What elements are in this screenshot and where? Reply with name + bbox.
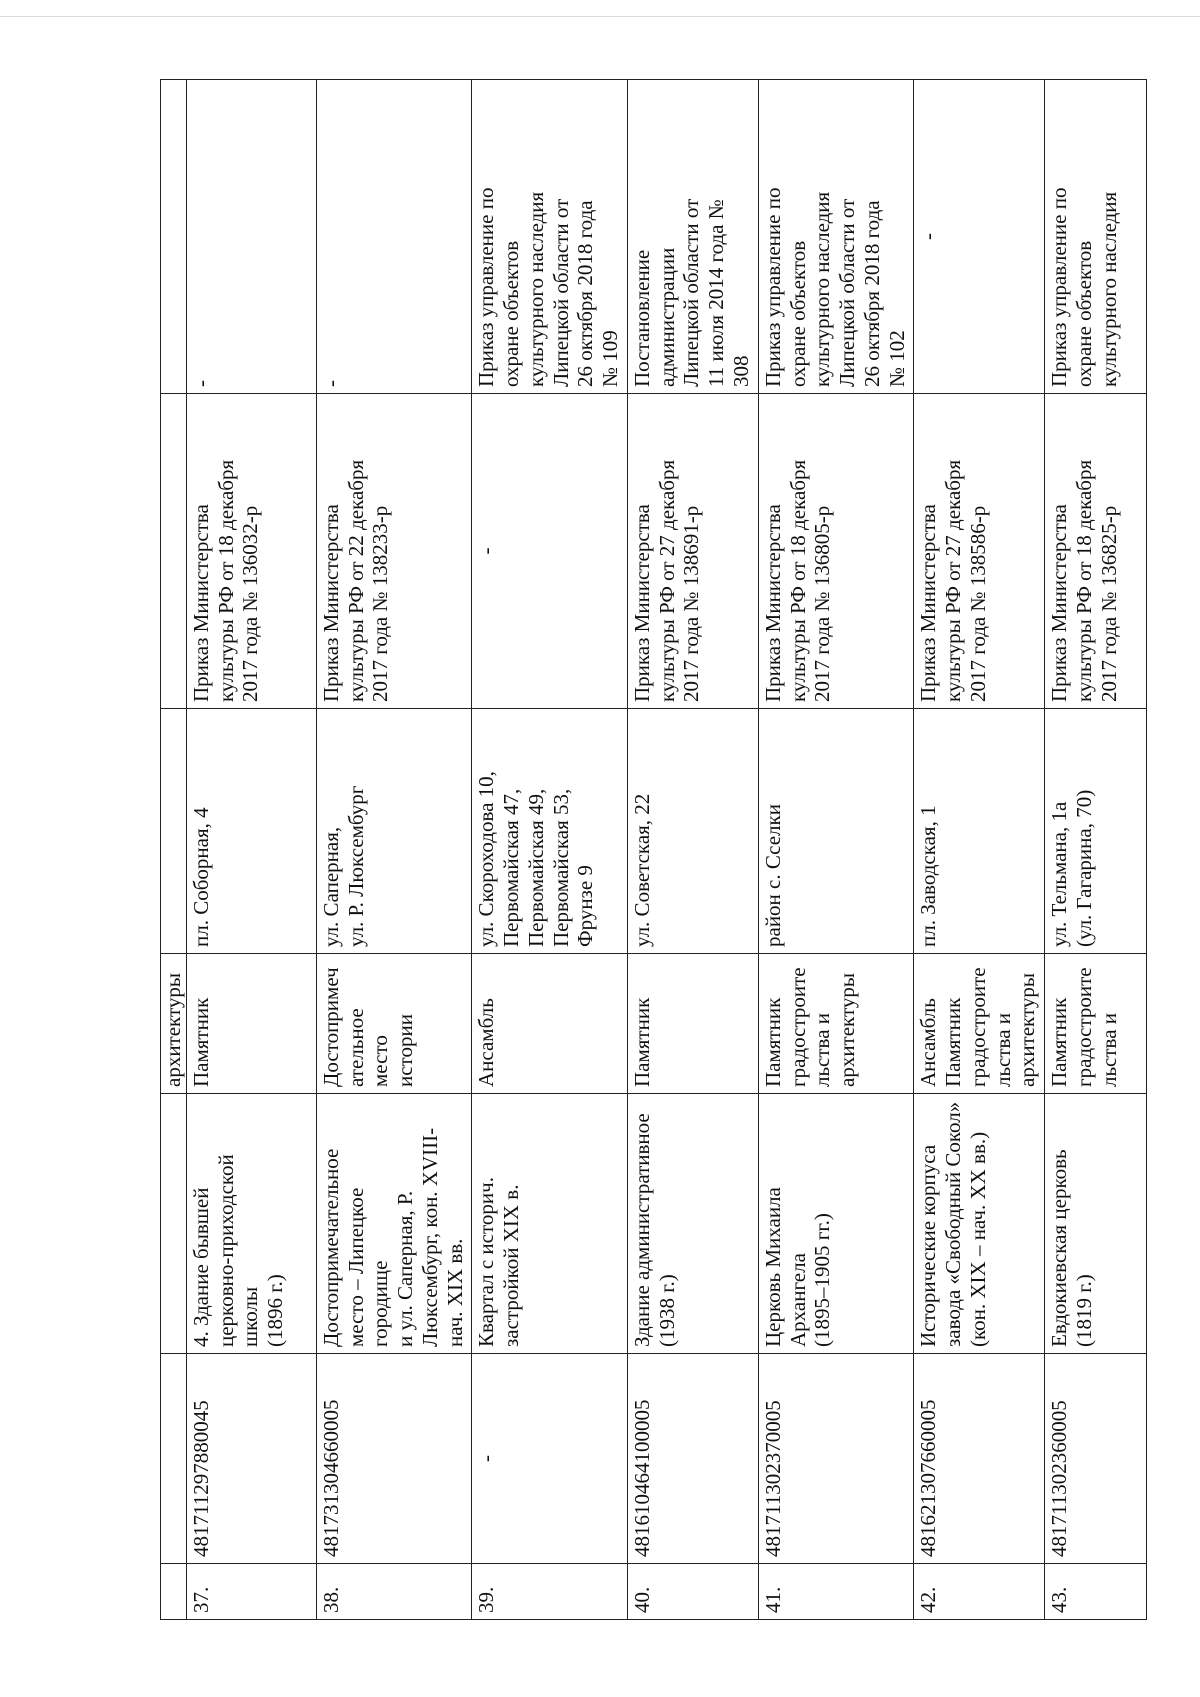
cell-object-name: 4. Здание бывшей церковно-приходской школы (1896 г.) [186, 1094, 316, 1354]
table-row [627, 80, 758, 1620]
cell-reg-number: 481621307660005 [914, 1354, 1045, 1564]
cell-type-continuation: архитектуры [161, 954, 187, 1094]
cell-reg-number: 481711302370005 [758, 1354, 914, 1564]
cell-federal-document: - [472, 394, 628, 709]
cell-object-name: Достопримечательное место – Липецкое городище и ул. Саперная, Р. Люксембург, кон. XVIII- нач. XIX вв. [316, 1094, 472, 1354]
cell-empty [161, 709, 187, 954]
cell-reg-number: 481731304660005 [316, 1354, 472, 1564]
continuation-row [161, 80, 187, 1620]
cell-federal-document: Приказ Министерства культуры РФ от 18 декабря 2017 года № 136825-р [1045, 394, 1147, 709]
cell-number: 38. [316, 1564, 472, 1620]
cell-object-type: Памятник градостроите льства и архитектуры [758, 954, 914, 1094]
cell-address: ул. Скороходова 10, Первомайская 47, Первомайская 49, Первомайская 53, Фрунзе 9 [472, 709, 628, 954]
cell-empty [161, 1354, 187, 1564]
cell-federal-document: Приказ Министерства культуры РФ от 22 декабря 2017 года № 138233-р [316, 394, 472, 709]
cell-federal-document: Приказ Министерства культуры РФ от 18 декабря 2017 года № 136805-р [758, 394, 914, 709]
table-row [316, 80, 472, 1620]
cell-number: 41. [758, 1564, 914, 1620]
cell-address: пл. Заводская, 1 [914, 709, 1045, 954]
table-row [1045, 80, 1147, 1620]
cell-federal-document: Приказ Министерства культуры РФ от 27 декабря 2017 года № 138586-р [914, 394, 1045, 709]
table-row [472, 80, 628, 1620]
cell-address: ул. Саперная, ул. Р. Люксембург [316, 709, 472, 954]
cell-object-name: Здание административное (1938 г.) [627, 1094, 758, 1354]
cell-empty [161, 1564, 187, 1620]
cell-empty [161, 394, 187, 709]
cell-regional-document: Приказ управление по охране объектов культурного наследия Липецкой области от 26 октября 2018 года № 109 [472, 80, 628, 394]
cell-object-type: Памятник градостроите льства и [1045, 954, 1147, 1094]
cell-object-type: Ансамбль Памятник градостроите льства и архитектуры [914, 954, 1045, 1094]
cell-object-type: Ансамбль [472, 954, 628, 1094]
cell-reg-number: 481711302360005 [1045, 1354, 1147, 1564]
cell-regional-document: Приказ управление по охране объектов культурного наследия Липецкой области от 26 октября 2018 года № 102 [758, 80, 914, 394]
table-row [186, 80, 316, 1620]
cell-address: ул. Тельмана, 1а (ул. Гагарина, 70) [1045, 709, 1147, 954]
cell-object-name: Евдокиевская церковь (1819 г.) [1045, 1094, 1147, 1354]
scan-edge-line [0, 16, 1200, 17]
cell-number: 43. [1045, 1564, 1147, 1620]
cell-object-type: Достопримеч ательное место истории [316, 954, 472, 1094]
cell-object-type: Памятник [627, 954, 758, 1094]
cell-empty [161, 80, 187, 394]
cell-regional-document: Приказ управление по охране объектов культурного наследия [1045, 80, 1147, 394]
cell-regional-document: - [914, 80, 1045, 394]
cell-address: район с. Сселки [758, 709, 914, 954]
cell-empty [161, 1094, 187, 1354]
cell-number: 42. [914, 1564, 1045, 1620]
cell-address: пл. Соборная, 4 [186, 709, 316, 954]
cell-regional-document: - [186, 80, 316, 394]
rotated-page-content [160, 80, 1121, 1620]
cell-reg-number: 481610464100005 [627, 1354, 758, 1564]
cell-number: 37. [186, 1564, 316, 1620]
table-row [914, 80, 1045, 1620]
cell-reg-number: - [472, 1354, 628, 1564]
heritage-objects-table [160, 79, 1147, 1620]
cell-federal-document: Приказ Министерства культуры РФ от 27 декабря 2017 года № 138691-р [627, 394, 758, 709]
cell-object-name: Исторические корпуса завода «Свободный Сокол» (кон. XIX – нач. XX вв.) [914, 1094, 1045, 1354]
table-row [758, 80, 914, 1620]
cell-federal-document: Приказ Министерства культуры РФ от 18 декабря 2017 года № 136032-р [186, 394, 316, 709]
cell-reg-number: 481711297880045 [186, 1354, 316, 1564]
cell-object-name: Квартал с историч. застройкой XIX в. [472, 1094, 628, 1354]
cell-object-type: Памятник [186, 954, 316, 1094]
cell-number: 39. [472, 1564, 628, 1620]
cell-regional-document: Постановление администрации Липецкой области от 11 июля 2014 года № 308 [627, 80, 758, 394]
cell-number: 40. [627, 1564, 758, 1620]
cell-address: ул. Советская, 22 [627, 709, 758, 954]
cell-object-name: Церковь Михаила Архангела (1895–1905 гг.) [758, 1094, 914, 1354]
cell-regional-document: - [316, 80, 472, 394]
